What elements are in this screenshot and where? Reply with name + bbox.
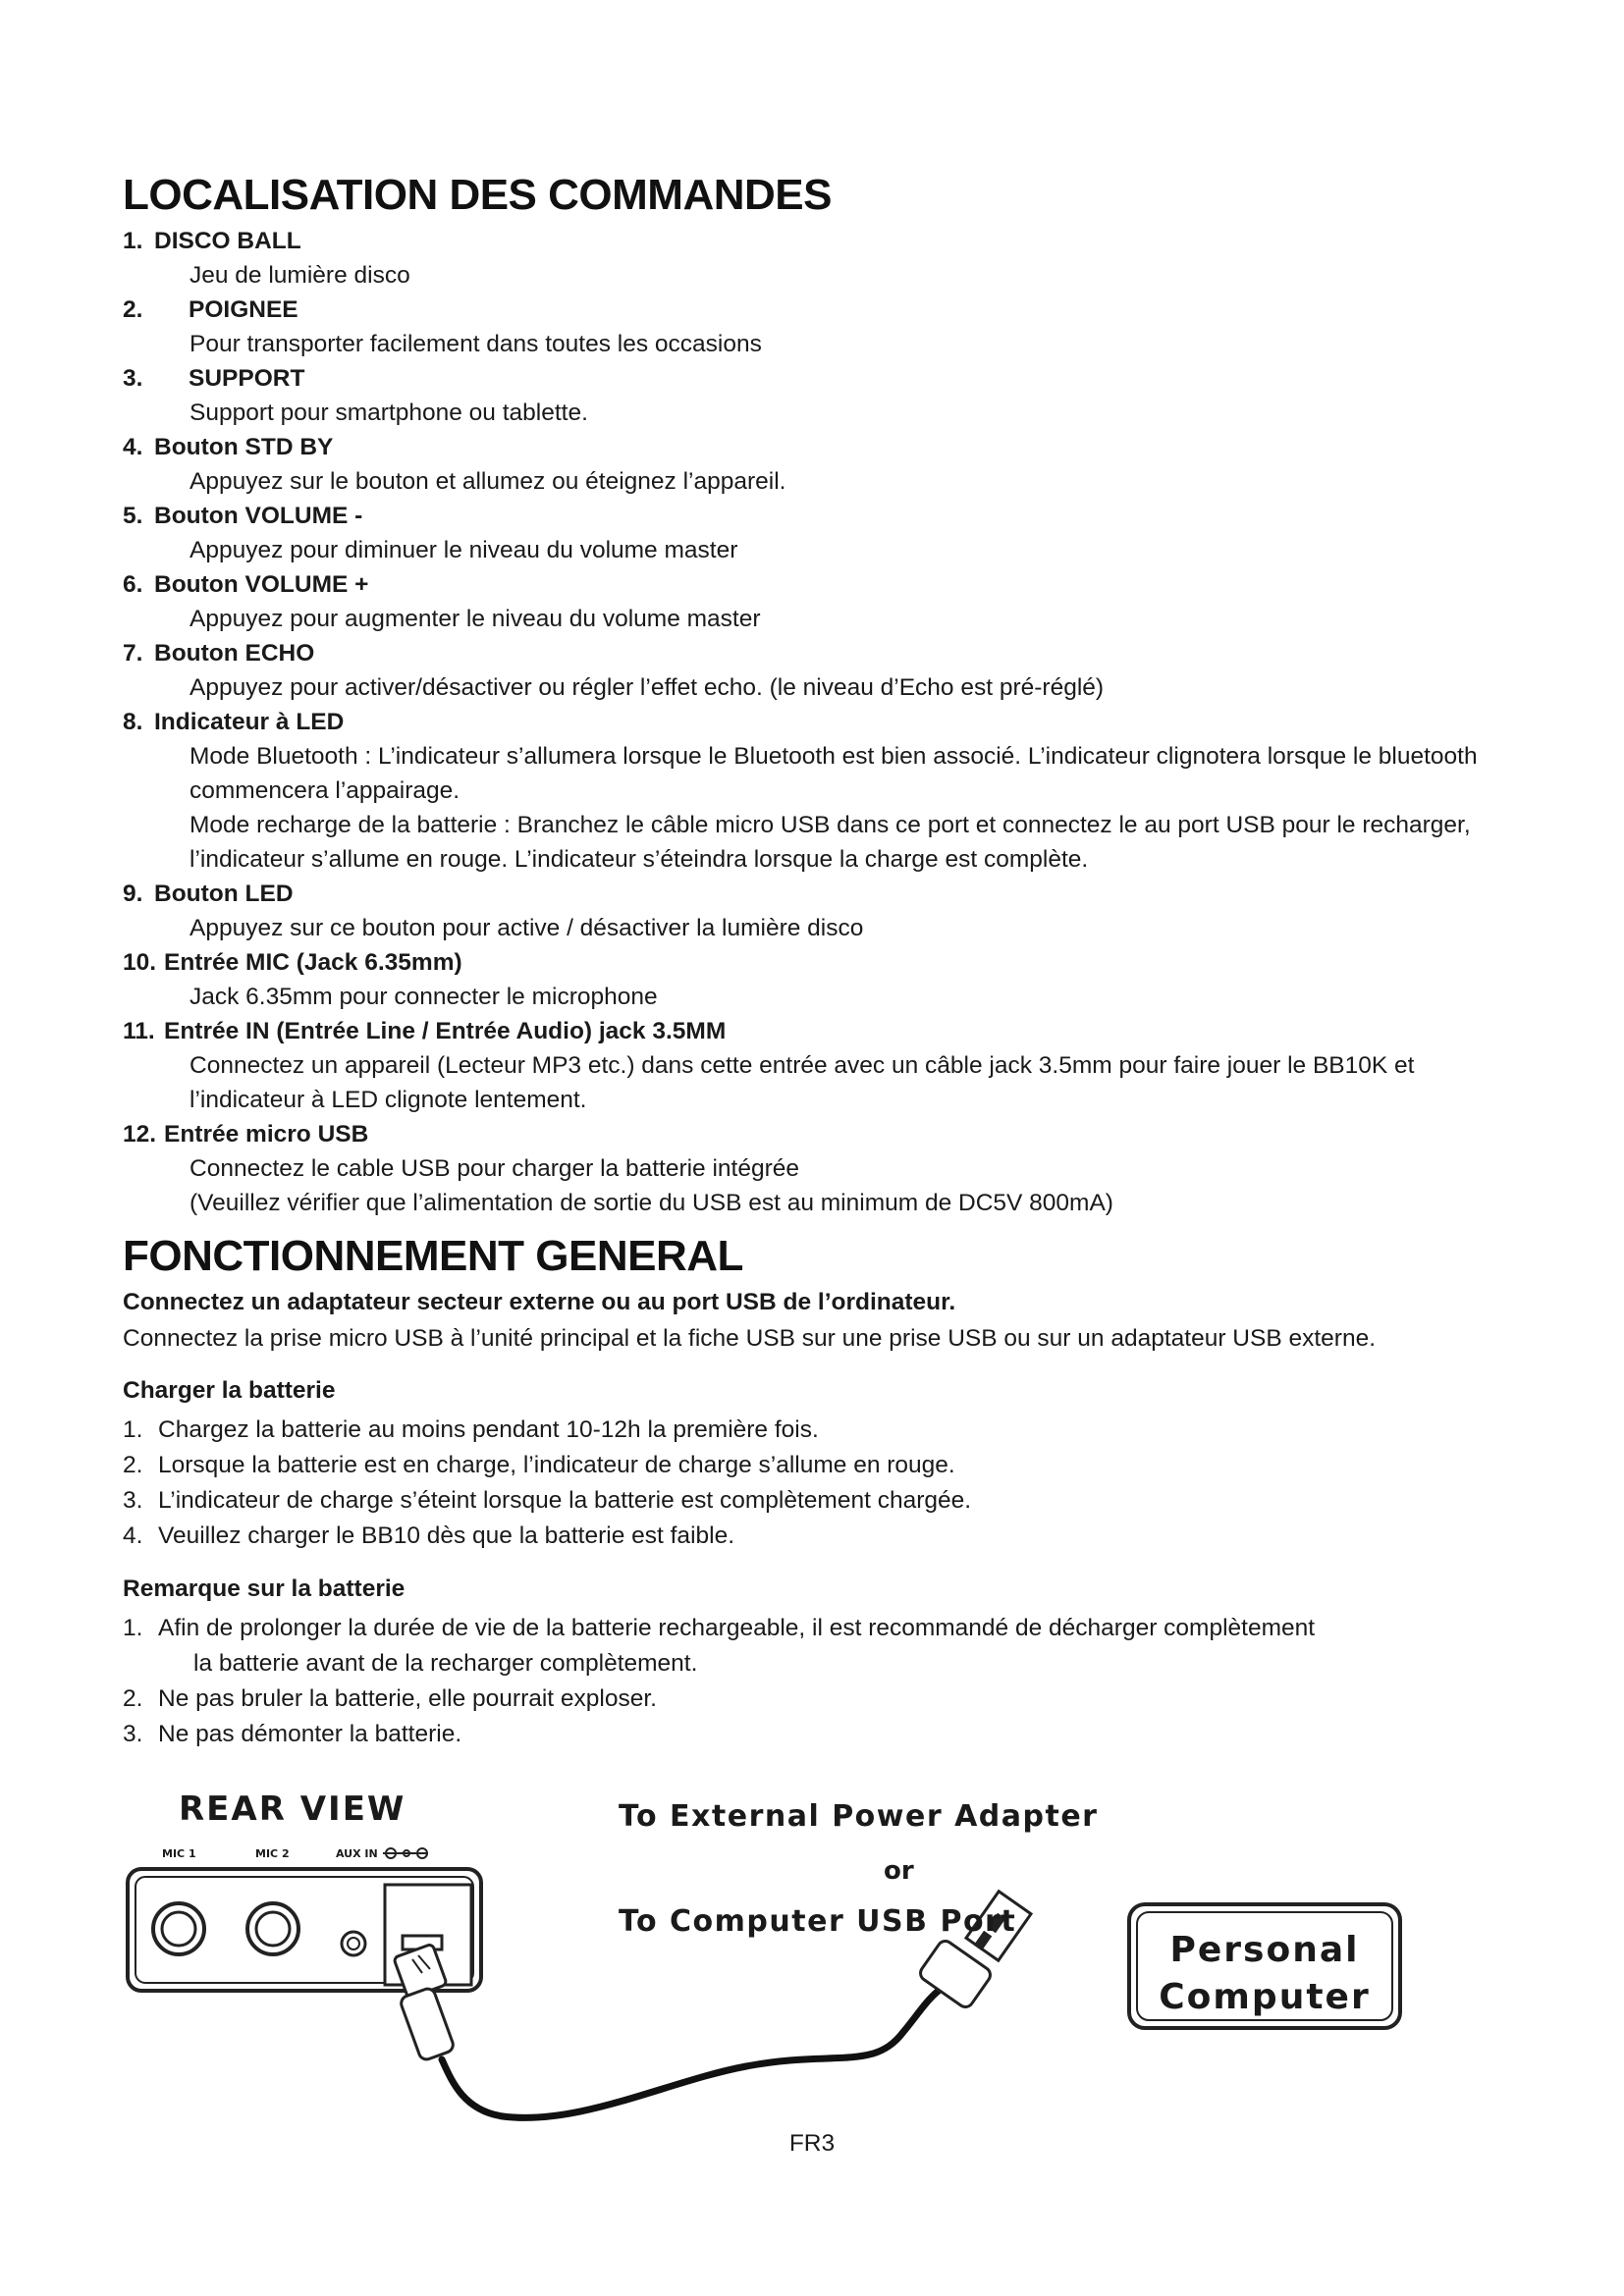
step-text-line2: la batterie avant de la recharger complètement. bbox=[193, 1650, 698, 1677]
control-item-label: Bouton LED bbox=[154, 881, 294, 907]
control-item-title bbox=[123, 1014, 1497, 1048]
description-paragraph: Jack 6.35mm pour connecter le microphone bbox=[189, 984, 658, 1010]
control-item-description bbox=[123, 739, 1497, 877]
control-item-description bbox=[123, 1048, 1497, 1117]
list-item bbox=[123, 1413, 1497, 1448]
control-item bbox=[123, 1117, 1497, 1220]
control-item-title bbox=[123, 877, 1497, 911]
section-title-controls: LOCALISATION DES COMMANDES bbox=[123, 171, 832, 219]
rear-view-diagram bbox=[118, 1787, 1424, 2140]
control-item-title bbox=[123, 1117, 1497, 1151]
step-text: Chargez la batterie au moins pendant 10-12h la première fois. bbox=[158, 1416, 819, 1443]
list-item bbox=[123, 1483, 1497, 1519]
port-label-mic1: MIC 1 bbox=[162, 1847, 196, 1860]
control-item-number: 4. bbox=[123, 434, 143, 460]
list-item bbox=[123, 1717, 1497, 1752]
control-item-label: Entrée IN (Entrée Line / Entrée Audio) jack 3.5MM bbox=[164, 1018, 727, 1044]
control-item-title bbox=[123, 293, 1497, 327]
control-item bbox=[123, 361, 1497, 430]
control-item-number: 1. bbox=[123, 228, 143, 254]
description-paragraph: Connectez un appareil (Lecteur MP3 etc.) dans cette entrée avec un câble jack 3.5mm pour faire jouer le BB10K et l’indicateur à LED clignote lentement. bbox=[189, 1052, 1415, 1113]
control-item-number: 12. bbox=[123, 1121, 157, 1148]
step-text: Ne pas démonter la batterie. bbox=[158, 1721, 462, 1747]
remark-steps bbox=[123, 1611, 1497, 1752]
control-item-number: 7. bbox=[123, 640, 143, 667]
control-item-description bbox=[123, 1151, 1497, 1220]
charge-steps bbox=[123, 1413, 1497, 1554]
list-item bbox=[123, 1611, 1497, 1682]
control-item-description bbox=[123, 464, 1497, 499]
control-item-label: SUPPORT bbox=[189, 365, 305, 392]
step-number: 1. bbox=[123, 1416, 143, 1443]
control-item bbox=[123, 499, 1497, 567]
control-item-description bbox=[123, 258, 1497, 293]
caption-line1: To External Power Adapter bbox=[619, 1799, 1099, 1834]
control-item-title bbox=[123, 567, 1497, 602]
control-item-description bbox=[123, 911, 1497, 945]
step-text-line1: Afin de prolonger la durée de vie de la batterie rechargeable, il est recommandé de décharger complètement bbox=[158, 1615, 1316, 1641]
description-paragraph: Appuyez pour activer/désactiver ou régler l’effet echo. (le niveau d’Echo est pré-réglé) bbox=[189, 674, 1105, 701]
description-paragraph: Appuyez pour augmenter le niveau du volume master bbox=[189, 606, 761, 632]
description-paragraph: Mode Bluetooth : L’indicateur s’allumera lorsque le Bluetooth est bien associé. L’indicateur clignotera lorsque le bluetooth commencera l’appairage. bbox=[189, 743, 1478, 804]
rear-view-illustration bbox=[118, 1787, 1424, 2140]
pc-label-line1: Personal bbox=[1169, 1930, 1360, 1970]
description-paragraph: Pour transporter facilement dans toutes les occasions bbox=[189, 331, 762, 357]
description-paragraph: Jeu de lumière disco bbox=[189, 262, 410, 289]
description-paragraph: Connectez le cable USB pour charger la batterie intégrée bbox=[189, 1155, 800, 1182]
control-item-title bbox=[123, 361, 1497, 396]
control-item-number: 5. bbox=[123, 503, 143, 529]
document-page bbox=[123, 167, 1497, 1752]
operation-intro-text: Connectez la prise micro USB à l’unité principal et la fiche USB sur une prise USB ou sur un adaptateur USB externe. bbox=[123, 1325, 1376, 1352]
control-item-label: POIGNEE bbox=[189, 296, 298, 323]
step-number: 2. bbox=[123, 1685, 143, 1712]
control-item-title bbox=[123, 499, 1497, 533]
control-item bbox=[123, 636, 1497, 705]
controls-list bbox=[123, 224, 1497, 1220]
control-item-label: DISCO BALL bbox=[154, 228, 301, 254]
caption-line2: or bbox=[884, 1856, 914, 1886]
control-item-label: Entrée MIC (Jack 6.35mm) bbox=[164, 949, 462, 976]
control-item-label: Bouton VOLUME - bbox=[154, 503, 363, 529]
control-item-title bbox=[123, 430, 1497, 464]
control-item-description bbox=[123, 533, 1497, 567]
control-item bbox=[123, 567, 1497, 636]
step-text: Ne pas bruler la batterie, elle pourrait exploser. bbox=[158, 1685, 657, 1712]
usb-cable bbox=[442, 1988, 943, 2117]
control-item bbox=[123, 430, 1497, 499]
mic1-jack-icon bbox=[153, 1903, 204, 1954]
step-number: 4. bbox=[123, 1522, 143, 1549]
description-paragraph: (Veuillez vérifier que l’alimentation de sortie du USB est au minimum de DC5V 800mA) bbox=[189, 1190, 1113, 1216]
description-paragraph: Appuyez pour diminuer le niveau du volume master bbox=[189, 537, 738, 563]
control-item-description bbox=[123, 670, 1497, 705]
control-item-label: Bouton ECHO bbox=[154, 640, 315, 667]
control-item bbox=[123, 293, 1497, 361]
caption-line3: To Computer USB Port bbox=[619, 1904, 1017, 1939]
mic2-jack-icon bbox=[247, 1903, 298, 1954]
control-item-label: Indicateur à LED bbox=[154, 709, 345, 735]
control-item-label: Bouton VOLUME + bbox=[154, 571, 369, 598]
rear-view-title: REAR VIEW bbox=[179, 1789, 406, 1829]
control-item bbox=[123, 1014, 1497, 1117]
control-item-number: 6. bbox=[123, 571, 143, 598]
step-number: 3. bbox=[123, 1487, 143, 1514]
control-item bbox=[123, 877, 1497, 945]
control-item bbox=[123, 945, 1497, 1014]
step-text: Veuillez charger le BB10 dès que la batterie est faible. bbox=[158, 1522, 735, 1549]
control-item-description bbox=[123, 980, 1497, 1014]
control-item-number: 10. bbox=[123, 949, 157, 976]
control-item-title bbox=[123, 224, 1497, 258]
description-paragraph: Appuyez sur le bouton et allumez ou éteignez l’appareil. bbox=[189, 468, 786, 495]
aux-jack-icon bbox=[342, 1932, 365, 1955]
step-text: L’indicateur de charge s’éteint lorsque la batterie est complètement chargée. bbox=[158, 1487, 972, 1514]
control-item-number: 3. bbox=[123, 365, 143, 392]
control-item-number: 11. bbox=[123, 1018, 155, 1044]
section-title-operation: FONCTIONNEMENT GENERAL bbox=[123, 1232, 743, 1280]
description-paragraph: Mode recharge de la batterie : Branchez le câble micro USB dans ce port et connectez le au port USB pour le recharger, l’indicateur s’allume en rouge. L’indicateur s’éteindra lorsque la charge est complète. bbox=[189, 812, 1471, 873]
charge-heading: Charger la batterie bbox=[123, 1377, 336, 1404]
control-item-title bbox=[123, 945, 1497, 980]
port-label-auxin: AUX IN bbox=[336, 1847, 378, 1860]
step-text bbox=[158, 1611, 1315, 1682]
control-item-label: Entrée micro USB bbox=[164, 1121, 369, 1148]
control-item-number: 8. bbox=[123, 709, 143, 735]
operation-intro-bold: Connectez un adaptateur secteur externe ou au port USB de l’ordinateur. bbox=[123, 1289, 956, 1315]
step-number: 2. bbox=[123, 1452, 143, 1478]
control-item-number: 9. bbox=[123, 881, 143, 907]
page-number: FR3 bbox=[788, 2130, 836, 2157]
dc-polarity-icon bbox=[383, 1848, 428, 1858]
control-item-title bbox=[123, 705, 1497, 739]
control-item bbox=[123, 705, 1497, 877]
list-item bbox=[123, 1448, 1497, 1483]
step-number: 1. bbox=[123, 1615, 143, 1641]
list-item bbox=[123, 1682, 1497, 1717]
control-item-number: 2. bbox=[123, 296, 143, 323]
control-item-label: Bouton STD BY bbox=[154, 434, 334, 460]
step-number: 3. bbox=[123, 1721, 143, 1747]
description-paragraph: Appuyez sur ce bouton pour active / désactiver la lumière disco bbox=[189, 915, 864, 941]
port-label-mic2: MIC 2 bbox=[255, 1847, 290, 1860]
control-item-description bbox=[123, 327, 1497, 361]
control-item bbox=[123, 224, 1497, 293]
description-paragraph: Support pour smartphone ou tablette. bbox=[189, 400, 588, 426]
control-item-description bbox=[123, 602, 1497, 636]
pc-label-line2: Computer bbox=[1159, 1977, 1371, 2017]
step-text: Lorsque la batterie est en charge, l’indicateur de charge s’allume en rouge. bbox=[158, 1452, 955, 1478]
control-item-description bbox=[123, 396, 1497, 430]
control-item-title bbox=[123, 636, 1497, 670]
remark-heading: Remarque sur la batterie bbox=[123, 1575, 406, 1602]
list-item bbox=[123, 1519, 1497, 1554]
